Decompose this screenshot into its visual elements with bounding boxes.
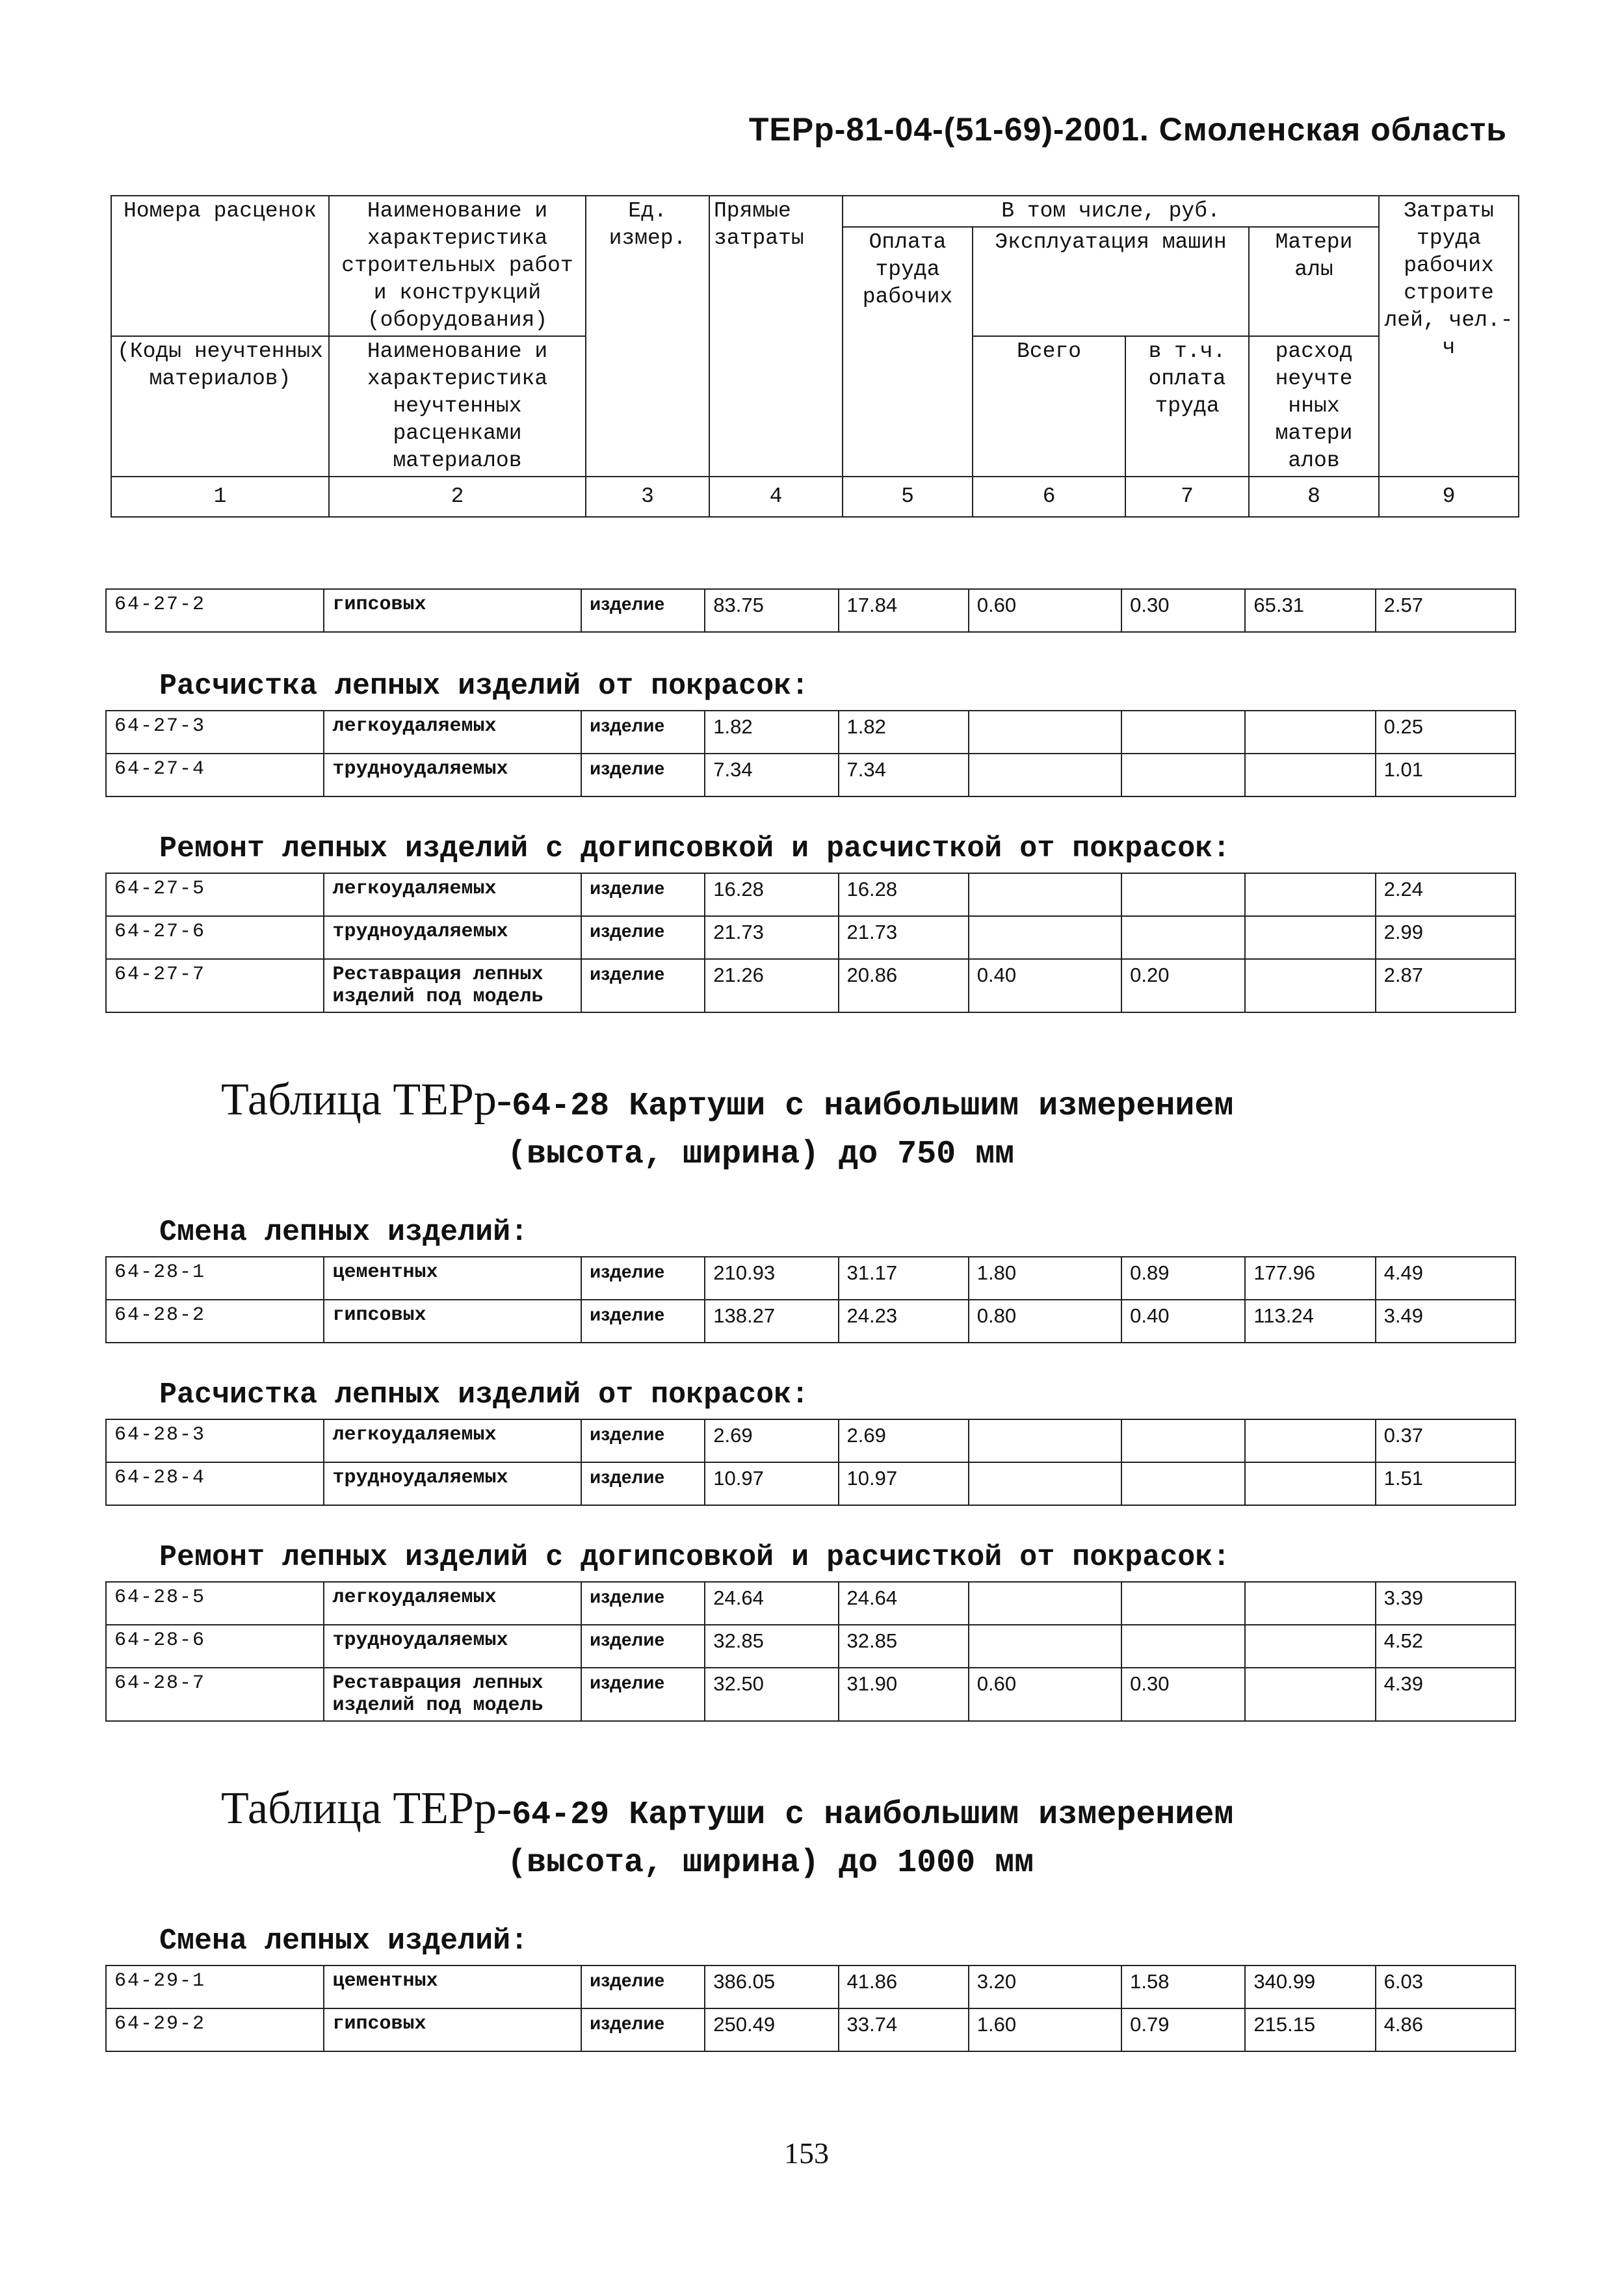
header-unaccounted-names: Наименование и характеристика неучтенных расценками материалов xyxy=(329,336,586,477)
rates-table xyxy=(105,588,1516,633)
labor-hours-cell: 2.99 xyxy=(1376,916,1515,959)
table-row xyxy=(106,754,1515,796)
rate-code-cell: 64-28-4 xyxy=(106,1462,324,1505)
table-row xyxy=(106,1625,1515,1668)
direct-costs-cell: 24.64 xyxy=(705,1582,838,1625)
machines-total-cell: 1.60 xyxy=(969,2008,1121,2051)
section-heading: Смена лепных изделий: xyxy=(159,1925,529,1958)
work-name-cell: легкоудаляемых xyxy=(324,711,581,754)
worker-pay-cell: 33.74 xyxy=(839,2008,969,2051)
worker-pay-cell: 2.69 xyxy=(839,1419,969,1462)
machines-pay-cell xyxy=(1121,873,1245,916)
rate-code-cell: 64-28-3 xyxy=(106,1419,324,1462)
unit-cell: изделие xyxy=(581,1625,705,1668)
table-row xyxy=(106,873,1515,916)
unit-cell: изделие xyxy=(581,1257,705,1300)
machines-total-cell: 0.60 xyxy=(969,1668,1121,1721)
machines-pay-cell xyxy=(1121,1419,1245,1462)
rates-table xyxy=(105,710,1516,797)
table-row xyxy=(106,1668,1515,1721)
machines-pay-cell xyxy=(1121,711,1245,754)
direct-costs-cell: 210.93 xyxy=(705,1257,838,1300)
labor-hours-cell: 2.87 xyxy=(1376,959,1515,1012)
machines-total-cell xyxy=(969,711,1121,754)
machines-total-cell: 3.20 xyxy=(969,1966,1121,2008)
materials-cell: 340.99 xyxy=(1245,1966,1375,2008)
column-number: 8 xyxy=(1249,477,1379,517)
work-name-cell: цементных xyxy=(324,1257,581,1300)
table-title-number: 64-28 xyxy=(512,1088,610,1125)
labor-hours-cell: 2.57 xyxy=(1376,589,1515,632)
worker-pay-cell: 21.73 xyxy=(839,916,969,959)
column-number: 9 xyxy=(1379,477,1519,517)
machines-pay-cell: 0.30 xyxy=(1121,589,1245,632)
header-machine-operation: Эксплуатация машин xyxy=(973,227,1249,336)
work-name-cell: Реставрация лепных изделий под модель xyxy=(324,1668,581,1721)
machines-pay-cell: 1.58 xyxy=(1121,1966,1245,2008)
machines-total-cell xyxy=(969,754,1121,796)
work-name-cell: легкоудаляемых xyxy=(324,1582,581,1625)
rates-table xyxy=(105,1581,1516,1722)
machines-total-cell xyxy=(969,916,1121,959)
worker-pay-cell: 31.17 xyxy=(839,1257,969,1300)
direct-costs-cell: 21.73 xyxy=(705,916,838,959)
rates-table xyxy=(105,1965,1516,2052)
work-name-cell: трудноудаляемых xyxy=(324,916,581,959)
table-title-number: 64-29 xyxy=(512,1796,610,1834)
column-number: 4 xyxy=(709,477,843,517)
direct-costs-cell: 10.97 xyxy=(705,1462,838,1505)
work-name-cell: трудноудаляемых xyxy=(324,1625,581,1668)
table-row xyxy=(106,916,1515,959)
work-name-cell: трудноудаляемых xyxy=(324,754,581,796)
section-heading: Расчистка лепных изделий от покрасок: xyxy=(159,1378,809,1412)
unit-cell: изделие xyxy=(581,1300,705,1343)
rates-table xyxy=(105,1419,1516,1506)
rate-code-cell: 64-29-2 xyxy=(106,2008,324,2051)
work-name-cell: гипсовых xyxy=(324,589,581,632)
direct-costs-cell: 32.85 xyxy=(705,1625,838,1668)
materials-cell: 177.96 xyxy=(1245,1257,1375,1300)
header-worker-pay: Оплата труда рабочих xyxy=(843,227,973,477)
machines-total-cell xyxy=(969,1462,1121,1505)
materials-cell: 65.31 xyxy=(1245,589,1375,632)
table-row xyxy=(106,1257,1515,1300)
direct-costs-cell: 21.26 xyxy=(705,959,838,1012)
table-row xyxy=(106,2008,1515,2051)
table-row xyxy=(106,1300,1515,1343)
materials-cell xyxy=(1245,1625,1375,1668)
materials-cell xyxy=(1245,959,1375,1012)
worker-pay-cell: 41.86 xyxy=(839,1966,969,2008)
labor-hours-cell: 0.25 xyxy=(1376,711,1515,754)
direct-costs-cell: 138.27 xyxy=(705,1300,838,1343)
column-number: 1 xyxy=(111,477,329,517)
labor-hours-cell: 1.01 xyxy=(1376,754,1515,796)
direct-costs-cell: 32.50 xyxy=(705,1668,838,1721)
header-unaccounted-materials: расход неучте нных матери алов xyxy=(1249,336,1379,477)
machines-total-cell: 0.80 xyxy=(969,1300,1121,1343)
machines-pay-cell xyxy=(1121,754,1245,796)
labor-hours-cell: 4.52 xyxy=(1376,1625,1515,1668)
machines-total-cell xyxy=(969,873,1121,916)
machines-total-cell xyxy=(969,1625,1121,1668)
rate-code-cell: 64-27-2 xyxy=(106,589,324,632)
machines-pay-cell xyxy=(1121,1582,1245,1625)
header-materials: Матери алы xyxy=(1249,227,1379,336)
materials-cell xyxy=(1245,1462,1375,1505)
machines-total-cell: 0.40 xyxy=(969,959,1121,1012)
section-heading: Ремонт лепных изделий с догипсовкой и расчисткой от покрасок: xyxy=(159,1541,1231,1574)
direct-costs-cell: 2.69 xyxy=(705,1419,838,1462)
column-number: 6 xyxy=(973,477,1125,517)
header-unit: Ед. измер. xyxy=(586,196,709,477)
header-labor-hours: Затраты труда рабочих строите лей, чел.-ч xyxy=(1379,196,1519,477)
machines-pay-cell: 0.40 xyxy=(1121,1300,1245,1343)
unit-cell: изделие xyxy=(581,1462,705,1505)
header-machines-pay: в т.ч. оплата труда xyxy=(1125,336,1249,477)
unit-cell: изделие xyxy=(581,1668,705,1721)
worker-pay-cell: 1.82 xyxy=(839,711,969,754)
labor-hours-cell: 6.03 xyxy=(1376,1966,1515,2008)
machines-total-cell: 0.60 xyxy=(969,589,1121,632)
worker-pay-cell: 16.28 xyxy=(839,873,969,916)
direct-costs-cell: 250.49 xyxy=(705,2008,838,2051)
column-number: 2 xyxy=(329,477,586,517)
work-name-cell: легкоудаляемых xyxy=(324,873,581,916)
labor-hours-cell: 4.39 xyxy=(1376,1668,1515,1721)
labor-hours-cell: 4.86 xyxy=(1376,2008,1515,2051)
unit-cell: изделие xyxy=(581,873,705,916)
labor-hours-cell: 3.49 xyxy=(1376,1300,1515,1343)
rate-code-cell: 64-27-5 xyxy=(106,873,324,916)
table-row xyxy=(106,1966,1515,2008)
rate-code-cell: 64-27-7 xyxy=(106,959,324,1012)
materials-cell: 215.15 xyxy=(1245,2008,1375,2051)
table-title-line2: (высота, ширина) до 750 мм xyxy=(507,1136,1015,1173)
column-number: 5 xyxy=(843,477,973,517)
worker-pay-cell: 32.85 xyxy=(839,1625,969,1668)
direct-costs-cell: 16.28 xyxy=(705,873,838,916)
labor-hours-cell: 3.39 xyxy=(1376,1582,1515,1625)
direct-costs-cell: 386.05 xyxy=(705,1966,838,2008)
rate-code-cell: 64-27-3 xyxy=(106,711,324,754)
direct-costs-cell: 83.75 xyxy=(705,589,838,632)
table-title-prefix: Таблица ТЕРр- xyxy=(221,1783,512,1834)
machines-total-cell xyxy=(969,1582,1121,1625)
worker-pay-cell: 17.84 xyxy=(839,589,969,632)
rates-table xyxy=(105,873,1516,1013)
machines-pay-cell: 0.79 xyxy=(1121,2008,1245,2051)
column-number: 7 xyxy=(1125,477,1249,517)
rate-code-cell: 64-27-4 xyxy=(106,754,324,796)
worker-pay-cell: 20.86 xyxy=(839,959,969,1012)
work-name-cell: цементных xyxy=(324,1966,581,2008)
worker-pay-cell: 24.23 xyxy=(839,1300,969,1343)
unit-cell: изделие xyxy=(581,711,705,754)
header-unaccounted-codes: (Коды неучтенных материалов) xyxy=(111,336,329,477)
section-heading: Ремонт лепных изделий с догипсовкой и расчисткой от покрасок: xyxy=(159,832,1231,865)
rates-table xyxy=(105,1256,1516,1343)
machines-pay-cell: 0.89 xyxy=(1121,1257,1245,1300)
machines-total-cell: 1.80 xyxy=(969,1257,1121,1300)
machines-pay-cell xyxy=(1121,916,1245,959)
table-title-prefix: Таблица ТЕРр- xyxy=(221,1075,512,1125)
table-title-line1: Картуши с наибольшим измерением xyxy=(629,1088,1234,1125)
machines-pay-cell xyxy=(1121,1625,1245,1668)
unit-cell: изделие xyxy=(581,916,705,959)
worker-pay-cell: 31.90 xyxy=(839,1668,969,1721)
work-name-cell: гипсовых xyxy=(324,2008,581,2051)
unit-cell: изделие xyxy=(581,2008,705,2051)
materials-cell xyxy=(1245,754,1375,796)
worker-pay-cell: 24.64 xyxy=(839,1582,969,1625)
rate-code-cell: 64-27-6 xyxy=(106,916,324,959)
section-heading: Смена лепных изделий: xyxy=(159,1216,529,1249)
direct-costs-cell: 1.82 xyxy=(705,711,838,754)
rate-code-cell: 64-28-6 xyxy=(106,1625,324,1668)
header-direct-costs: Прямые затраты xyxy=(709,196,843,477)
column-number: 3 xyxy=(586,477,709,517)
materials-cell xyxy=(1245,873,1375,916)
work-name-cell: гипсовых xyxy=(324,1300,581,1343)
header-in-total: В том числе, руб. xyxy=(843,196,1379,227)
materials-cell xyxy=(1245,1582,1375,1625)
table-row xyxy=(106,959,1515,1012)
work-name-cell: легкоудаляемых xyxy=(324,1419,581,1462)
unit-cell: изделие xyxy=(581,589,705,632)
table-row xyxy=(106,1419,1515,1462)
table-row xyxy=(106,711,1515,754)
unit-cell: изделие xyxy=(581,959,705,1012)
table-title-line2: (высота, ширина) до 1000 мм xyxy=(507,1845,1034,1882)
table-row xyxy=(106,589,1515,632)
header-work-name: Наименование и характеристика строительных работ и конструкций (оборудования) xyxy=(329,196,586,336)
work-name-cell: трудноудаляемых xyxy=(324,1462,581,1505)
worker-pay-cell: 10.97 xyxy=(839,1462,969,1505)
labor-hours-cell: 0.37 xyxy=(1376,1419,1515,1462)
machines-pay-cell xyxy=(1121,1462,1245,1505)
unit-cell: изделие xyxy=(581,1582,705,1625)
direct-costs-cell: 7.34 xyxy=(705,754,838,796)
unit-cell: изделие xyxy=(581,754,705,796)
table-row xyxy=(106,1582,1515,1625)
page-number: 153 xyxy=(784,2137,829,2170)
rates-table-header xyxy=(111,195,1519,518)
materials-cell xyxy=(1245,1668,1375,1721)
materials-cell: 113.24 xyxy=(1245,1300,1375,1343)
labor-hours-cell: 2.24 xyxy=(1376,873,1515,916)
table-title xyxy=(221,1785,1233,1887)
table-title-line1: Картуши с наибольшим измерением xyxy=(629,1796,1234,1834)
page-header-title: ТЕРр-81-04-(51-69)-2001. Смоленская область xyxy=(748,111,1507,148)
table-title xyxy=(221,1076,1233,1179)
labor-hours-cell: 1.51 xyxy=(1376,1462,1515,1505)
header-machines-total: Всего xyxy=(973,336,1125,477)
rate-code-cell: 64-28-2 xyxy=(106,1300,324,1343)
machines-total-cell xyxy=(969,1419,1121,1462)
rate-code-cell: 64-28-5 xyxy=(106,1582,324,1625)
unit-cell: изделие xyxy=(581,1419,705,1462)
header-rate-numbers: Номера расценок xyxy=(111,196,329,336)
section-heading: Расчистка лепных изделий от покрасок: xyxy=(159,670,809,703)
rate-code-cell: 64-28-7 xyxy=(106,1668,324,1721)
work-name-cell: Реставрация лепных изделий под модель xyxy=(324,959,581,1012)
rate-code-cell: 64-28-1 xyxy=(106,1257,324,1300)
table-row xyxy=(106,1462,1515,1505)
unit-cell: изделие xyxy=(581,1966,705,2008)
machines-pay-cell: 0.20 xyxy=(1121,959,1245,1012)
materials-cell xyxy=(1245,916,1375,959)
materials-cell xyxy=(1245,1419,1375,1462)
machines-pay-cell: 0.30 xyxy=(1121,1668,1245,1721)
rate-code-cell: 64-29-1 xyxy=(106,1966,324,2008)
worker-pay-cell: 7.34 xyxy=(839,754,969,796)
materials-cell xyxy=(1245,711,1375,754)
labor-hours-cell: 4.49 xyxy=(1376,1257,1515,1300)
